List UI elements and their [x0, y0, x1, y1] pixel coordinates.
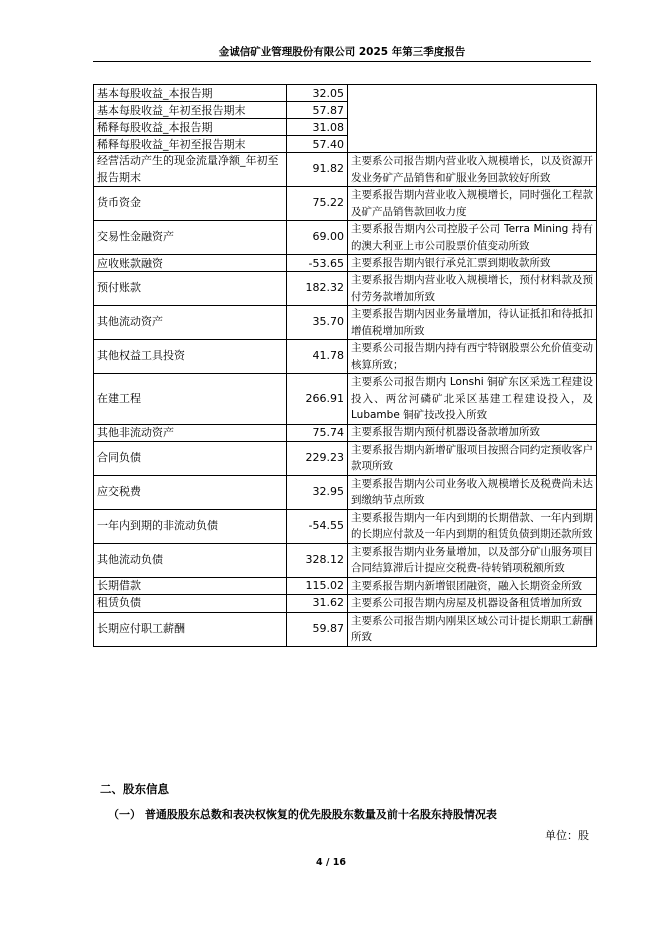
row-reason: 主要系报告期内公司业务收入规模增长及税费尚未达到缴纳节点所致 — [348, 475, 597, 509]
row-ratio: 31.62 — [287, 595, 348, 613]
row-ratio: 57.87 — [287, 102, 348, 119]
table-row — [94, 441, 597, 475]
row-item: 其他流动资产 — [94, 306, 287, 340]
row-reason: 主要系报告期内公司控股子公司 Terra Mining 持有的澳大利亚上市公司股票价值变动所致 — [348, 221, 597, 255]
row-item: 稀释每股收益_本报告期 — [94, 119, 287, 136]
row-reason-empty — [348, 85, 597, 153]
row-reason: 主要系报告期内预付机器设备款增加所致 — [348, 424, 597, 441]
row-item: 应交税费 — [94, 475, 287, 509]
row-item: 在建工程 — [94, 374, 287, 425]
row-item: 其他非流动资产 — [94, 424, 287, 441]
table-row — [94, 187, 597, 221]
row-ratio: 75.74 — [287, 424, 348, 441]
row-ratio: 32.95 — [287, 475, 348, 509]
row-ratio: 75.22 — [287, 187, 348, 221]
table-row — [94, 306, 597, 340]
table-row — [94, 374, 597, 425]
table-row — [94, 340, 597, 374]
row-item: 长期借款 — [94, 577, 287, 595]
row-item: 其他流动负债 — [94, 543, 287, 577]
row-reason: 主要系公司报告期内刚果区域公司计提长期职工薪酬所致 — [348, 612, 597, 646]
row-reason: 主要系报告期内业务量增加，以及部分矿山服务项目合同结算滞后计提应交税费-待转销项税额所致 — [348, 543, 597, 577]
row-item: 货币资金 — [94, 187, 287, 221]
row-ratio: 229.23 — [287, 441, 348, 475]
row-ratio: -53.65 — [287, 255, 348, 272]
row-item: 合同负债 — [94, 441, 287, 475]
unit-note: 单位：股 — [545, 829, 589, 842]
row-reason: 主要系报告期内营业收入规模增长，同时强化工程款及矿产品销售款回收力度 — [348, 187, 597, 221]
row-ratio: -54.55 — [287, 509, 348, 543]
row-reason: 主要系报告期内营业收入规模增长，预付材料款及预付劳务款增加所致 — [348, 272, 597, 306]
row-ratio: 266.91 — [287, 374, 348, 425]
row-item: 应收账款融资 — [94, 255, 287, 272]
row-ratio: 57.40 — [287, 136, 348, 153]
row-ratio: 31.08 — [287, 119, 348, 136]
row-item: 长期应付职工薪酬 — [94, 612, 287, 646]
row-ratio: 115.02 — [287, 577, 348, 595]
section-title: 二、股东信息 — [100, 782, 169, 796]
row-item: 租赁负债 — [94, 595, 287, 613]
subsection-title: （一） 普通股股东总数和表决权恢复的优先股股东数量及前十名股东持股情况表 — [108, 808, 497, 821]
row-item: 一年内到期的非流动负债 — [94, 509, 287, 543]
row-ratio: 91.82 — [287, 153, 348, 187]
table-row — [94, 577, 597, 595]
row-reason: 主要系报告期内新增银团融资，融入长期资金所致 — [348, 577, 597, 595]
row-item: 基本每股收益_年初至报告期末 — [94, 102, 287, 119]
row-ratio: 328.12 — [287, 543, 348, 577]
change-explanation-table — [93, 84, 597, 647]
row-reason: 主要系公司报告期内 Lonshi 铜矿东区采选工程建设投入、两岔河磷矿北采区基建工程建设投入，及 Lubambe 铜矿技改投入所致 — [348, 374, 597, 425]
table-row — [94, 221, 597, 255]
row-ratio: 41.78 — [287, 340, 348, 374]
row-reason: 主要系报告期内一年内到期的长期借款、一年内到期的长期应付款及一年内到期的租赁负债到期还款所致 — [348, 509, 597, 543]
table-row — [94, 595, 597, 613]
table-row — [94, 612, 597, 646]
row-item: 经营活动产生的现金流量净额_年初至报告期末 — [94, 153, 287, 187]
row-reason: 主要系报告期内因业务量增加，待认证抵扣和待抵扣增值税增加所致 — [348, 306, 597, 340]
row-reason: 主要系公司报告期内营业收入规模增长，以及资源开发业务矿产品销售和矿服业务回款较好所致 — [348, 153, 597, 187]
row-ratio: 35.70 — [287, 306, 348, 340]
row-reason: 主要系公司报告期内持有西宁特钢股票公允价值变动核算所致； — [348, 340, 597, 374]
row-reason: 主要系公司报告期内房屋及机器设备租赁增加所致 — [348, 595, 597, 613]
row-item: 稀释每股收益_年初至报告期末 — [94, 136, 287, 153]
page-header: 金诚信矿业管理股份有限公司 2025 年第三季度报告 — [218, 46, 466, 58]
row-ratio: 182.32 — [287, 272, 348, 306]
row-reason: 主要系报告期内新增矿服项目按照合同约定预收客户款项所致 — [348, 441, 597, 475]
row-ratio: 59.87 — [287, 612, 348, 646]
row-reason: 主要系报告期内银行承兑汇票到期收款所致 — [348, 255, 597, 272]
table-row — [94, 85, 597, 102]
row-item: 基本每股收益_本报告期 — [94, 85, 287, 102]
table-row — [94, 255, 597, 272]
row-item: 其他权益工具投资 — [94, 340, 287, 374]
header-rule — [93, 61, 591, 62]
table-row — [94, 272, 597, 306]
table-row — [94, 509, 597, 543]
table-row — [94, 153, 597, 187]
table-row — [94, 475, 597, 509]
table-row — [94, 543, 597, 577]
table-row — [94, 424, 597, 441]
row-item: 预付账款 — [94, 272, 287, 306]
row-item: 交易性金融资产 — [94, 221, 287, 255]
row-ratio: 69.00 — [287, 221, 348, 255]
page-number: 4 / 16 — [316, 857, 346, 868]
row-ratio: 32.05 — [287, 85, 348, 102]
